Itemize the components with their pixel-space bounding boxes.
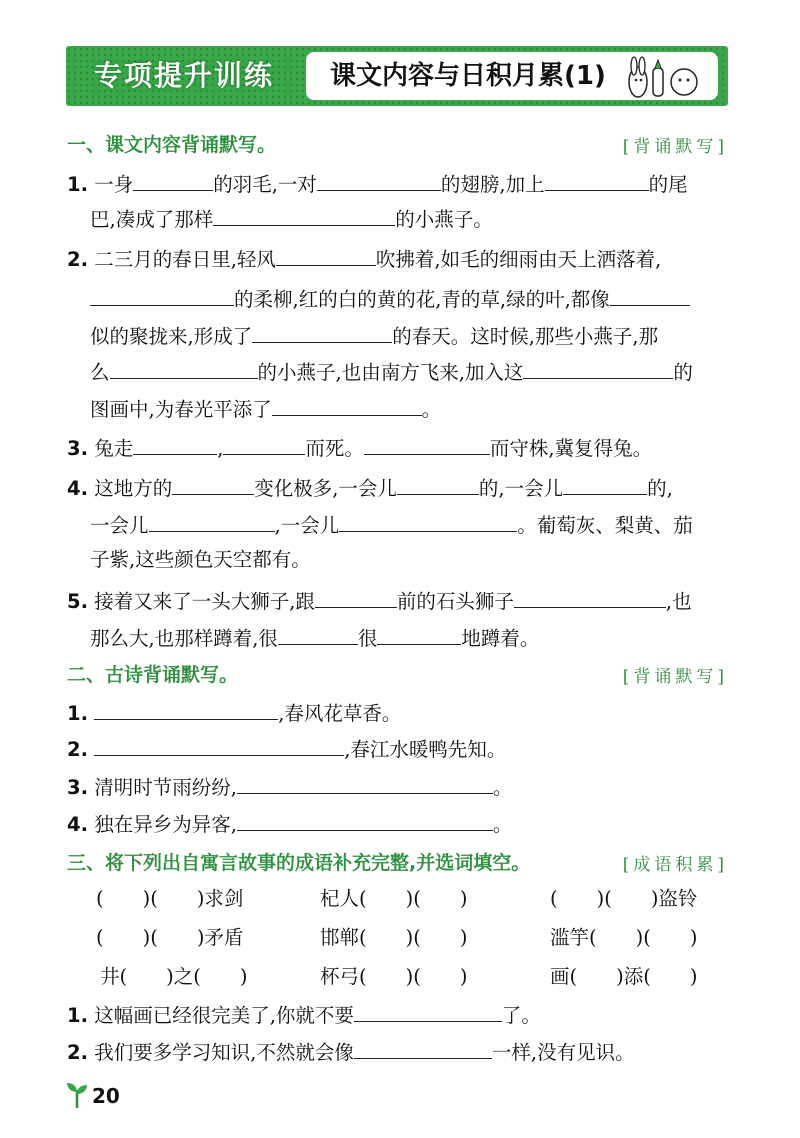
section-2-tag: [背诵默写] (622, 667, 728, 687)
section-1-title: 一、课文内容背诵默写。 (67, 134, 277, 156)
answer-blank[interactable] (397, 472, 479, 495)
answer-blank[interactable] (523, 356, 673, 379)
answer-blank[interactable] (317, 168, 441, 191)
answer-blank[interactable] (237, 808, 493, 831)
question-line (67, 472, 673, 504)
text: 的羽毛,一对 (213, 173, 317, 196)
banner-title-box (306, 52, 718, 100)
text: 。 (492, 813, 513, 836)
question-line (90, 545, 311, 575)
idiom-item: 邯郸( )( ) (320, 926, 468, 949)
text: 的小燕子,也由南方飞来,加入这 (257, 361, 524, 384)
text: 变化极多,一会儿 (254, 477, 397, 500)
answer-blank[interactable] (252, 320, 392, 343)
text: 我们要多学习知识,不然就会像 (94, 1041, 354, 1064)
question-number: 1. (67, 1004, 88, 1027)
text: 巴,凑成了那样 (90, 208, 214, 231)
answer-blank[interactable] (272, 393, 422, 416)
text: 的翅膀,加上 (440, 173, 545, 196)
text: 的 (673, 361, 693, 384)
answer-blank[interactable] (354, 999, 502, 1022)
answer-blank[interactable] (339, 509, 517, 532)
idiom-item: 杞人( )( ) (320, 887, 468, 910)
text: 的, (647, 477, 673, 500)
question-number: 2. (67, 738, 88, 761)
idiom-item: 井( )之( ) (100, 965, 248, 988)
question-number: 3. (67, 437, 88, 460)
idiom-item: 滥竽( )( ) (550, 926, 698, 949)
question-line (90, 393, 441, 425)
text: 子紫,这些颜色天空都有。 (90, 548, 311, 571)
text: 了。 (501, 1004, 541, 1027)
answer-blank[interactable] (223, 432, 305, 455)
answer-blank[interactable] (545, 168, 649, 191)
question-line (67, 697, 401, 729)
question-number: 1. (67, 702, 88, 725)
text: 的小燕子。 (395, 208, 493, 231)
text: 。 (492, 776, 513, 799)
answer-blank[interactable] (133, 432, 217, 455)
question-line (67, 733, 506, 765)
text: 的柔柳,红的白的黄的花,青的草,绿的叶,都像 (234, 288, 610, 311)
question-line (67, 771, 512, 803)
answer-blank[interactable] (149, 509, 275, 532)
text: 图画中,为春光平添了 (90, 398, 272, 421)
text: 独在异乡为异客, (94, 813, 237, 836)
question-number: 4. (67, 477, 88, 500)
idiom-item: ( )( )求剑 (96, 887, 244, 910)
answer-blank[interactable] (110, 356, 258, 379)
banner-label: 专项提升训练 (93, 59, 274, 92)
answer-blank[interactable] (315, 585, 397, 608)
answer-blank[interactable] (94, 733, 344, 756)
answer-blank[interactable] (237, 771, 493, 794)
text: 。 (421, 398, 442, 421)
answer-blank[interactable] (364, 432, 490, 455)
question-line (67, 243, 661, 275)
text: 清明时节雨纷纷, (94, 776, 237, 799)
sprout-icon (64, 1080, 90, 1110)
answer-blank[interactable] (94, 697, 278, 720)
question-number: 2. (67, 248, 88, 271)
text: 接着又来了一头大狮子,跟 (94, 590, 315, 613)
question-line (90, 320, 658, 352)
answer-blank[interactable] (377, 622, 461, 645)
question-line (67, 808, 512, 840)
page-title: 课文内容与日积月累(1) (330, 61, 606, 91)
question-line (67, 1036, 635, 1068)
idiom-item: 杯弓( )( ) (320, 965, 468, 988)
idiom-item: ( )( )矛盾 (96, 926, 244, 949)
text: 一样,没有见识。 (491, 1041, 635, 1064)
section-3-tag: [成语积累] (622, 855, 728, 875)
question-line (90, 622, 539, 654)
section-2-title: 二、古诗背诵默写。 (67, 664, 239, 686)
answer-blank[interactable] (90, 283, 234, 306)
text: 一会儿 (90, 514, 149, 537)
text: ,春江水暖鸭先知。 (344, 738, 507, 761)
header-banner (66, 46, 728, 106)
answer-blank[interactable] (276, 243, 376, 266)
answer-blank[interactable] (172, 472, 254, 495)
text: 么 (90, 361, 110, 384)
text: 似的聚拢来,形成了 (90, 325, 253, 348)
text: 的尾 (648, 173, 688, 196)
answer-blank[interactable] (133, 168, 213, 191)
text: 而守株,冀复得兔。 (489, 437, 653, 460)
question-number: 2. (67, 1041, 88, 1064)
section-3-title: 三、将下列出自寓言故事的成语补充完整,并选词填空。 (67, 852, 531, 874)
page-number: 20 (92, 1084, 120, 1108)
answer-blank[interactable] (213, 203, 395, 226)
question-line (90, 356, 693, 388)
question-line (67, 999, 541, 1031)
question-number: 3. (67, 776, 88, 799)
question-number: 4. (67, 813, 88, 836)
section-1-tag: [背诵默写] (622, 137, 728, 157)
text: 这幅画已经很完美了,你就不要 (94, 1004, 354, 1027)
question-line (90, 203, 493, 235)
question-number: 1. (67, 173, 88, 196)
text: ,也 (665, 590, 692, 613)
answer-blank[interactable] (610, 283, 690, 306)
text: 。葡萄灰、梨黄、茄 (517, 514, 693, 537)
question-line (67, 432, 652, 464)
mascot-icon (620, 56, 706, 98)
question-line (67, 585, 692, 617)
text: 那么大,也那样蹲着,很 (90, 627, 278, 650)
question-number: 5. (67, 590, 88, 613)
text: 前的石头狮子 (396, 590, 514, 613)
text: ,春风花草香。 (278, 702, 402, 725)
answer-blank[interactable] (563, 472, 647, 495)
question-line (90, 283, 690, 315)
text: 的春天。这时候,那些小燕子,那 (392, 325, 659, 348)
answer-blank[interactable] (278, 622, 358, 645)
text: 地蹲着。 (461, 627, 540, 650)
text: 很 (357, 627, 378, 650)
text: , (217, 437, 224, 460)
answer-blank[interactable] (514, 585, 666, 608)
text: 这地方的 (94, 477, 173, 500)
answer-blank[interactable] (354, 1036, 492, 1059)
question-line (67, 168, 688, 200)
idiom-item: ( )( )盗铃 (550, 887, 698, 910)
text: 二三月的春日里,轻风 (94, 248, 276, 271)
question-line (90, 509, 693, 541)
text: 而死。 (305, 437, 364, 460)
idiom-item: 画( )添( ) (550, 965, 698, 988)
text: 的,一会儿 (478, 477, 564, 500)
text: 兔走 (94, 437, 134, 460)
text: 吹拂着,如毛的细雨由天上洒落着, (375, 248, 662, 271)
text: 一身 (94, 173, 134, 196)
text: ,一会儿 (274, 514, 340, 537)
